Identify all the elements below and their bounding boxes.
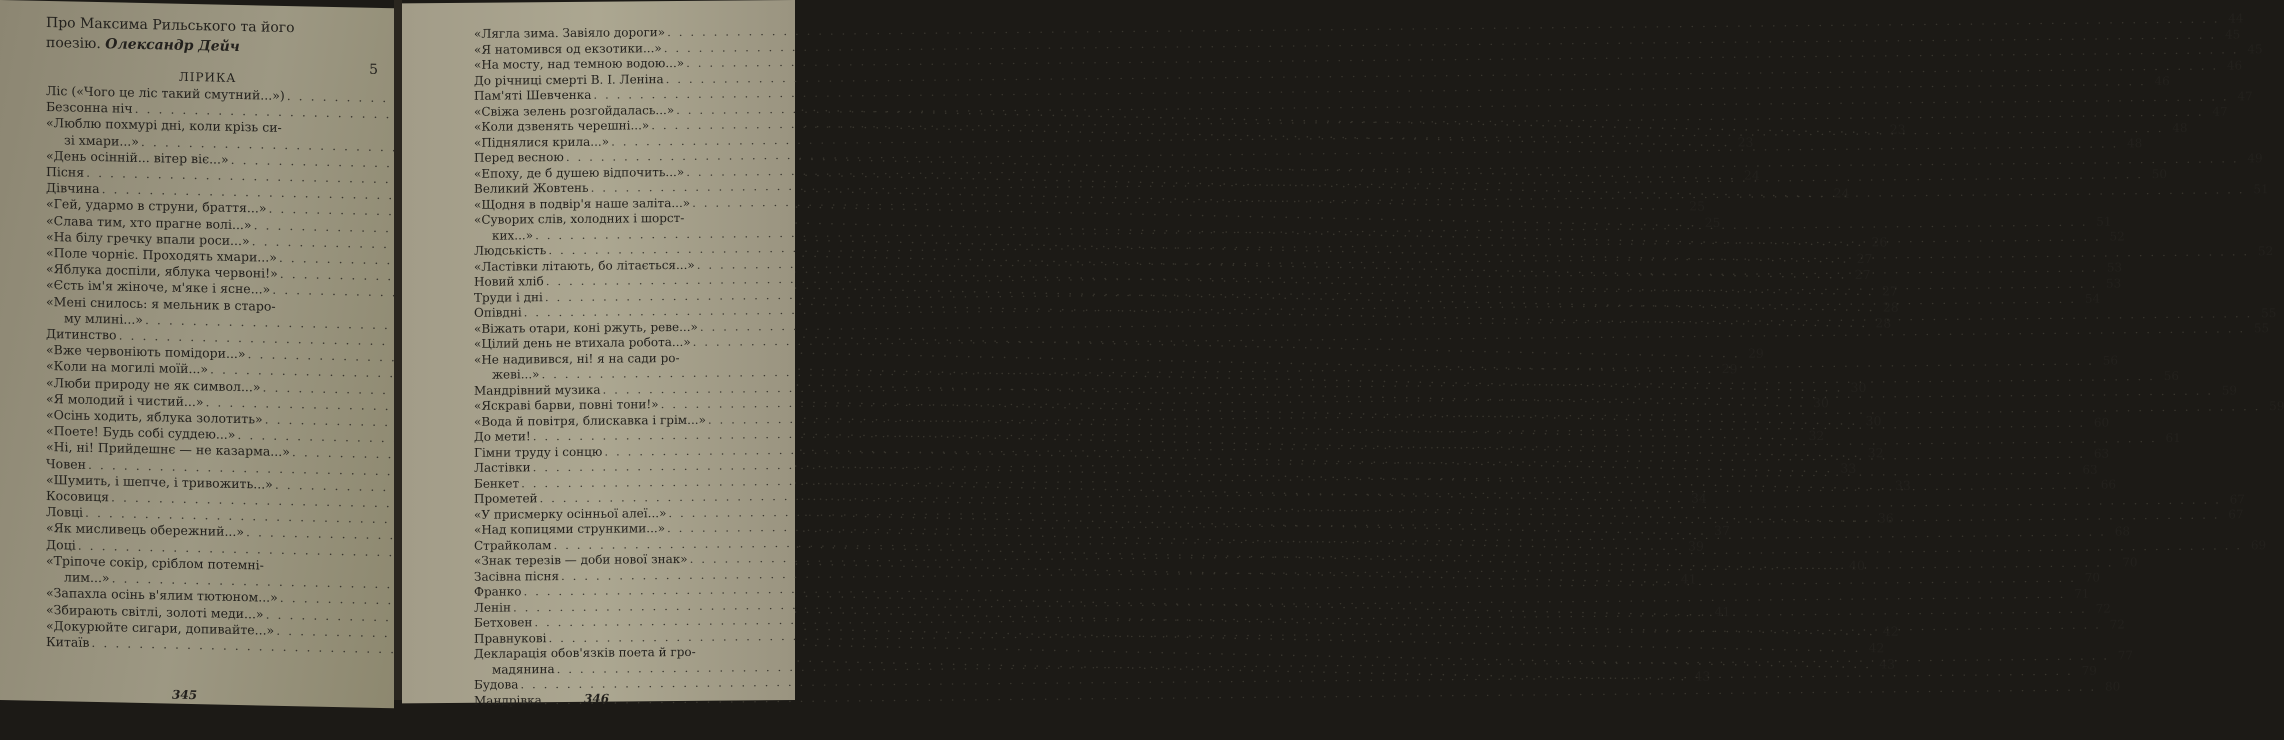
toc-entry-page: 45 [2247,42,2263,57]
toc-entry-title: ких...» [492,227,534,243]
toc-entry-title: «Яблука доспіли, яблука червоні!» [46,261,278,282]
toc-entry-page: 51 [2253,181,2269,196]
toc-entry-page: 67 [2228,507,2244,522]
toc-entry-page: 49 [2247,150,2263,165]
toc-entry-title: «Поле чорніє. Проходять хмари...» [46,244,277,265]
toc-entry-title: «Люблю похмурі дні, коли крізь си- [46,115,282,136]
toc-entry-title: «Суворих слів, холодних і шорст- [474,210,685,227]
toc-entry-page: 29 [1747,345,1764,361]
toc-entry-title: «Поете! Будь собі суддею...» [46,423,236,443]
toc-entry-title: «Над копицями стрункими...» [474,521,666,537]
toc-entry-title: Опівдні [474,305,522,320]
toc-entry-title: Дитинство [46,326,117,343]
toc-entry-page: 39 [1688,538,1704,554]
toc-entry-title: «Шумить, і шепче, і тривожить...» [46,471,273,492]
toc-entry-title: «У присмерку осінньої алеї...» [474,505,667,522]
toc-entry-title: Доці [46,536,76,553]
toc-entry-title: Мандрівний музика [474,382,601,398]
toc-entry-page: 50 [2151,167,2168,182]
toc-entry-title: Людськість [474,243,547,258]
toc-entry-page: 23 [1737,134,1754,150]
toc-entry-title: «Ні, ні! Прийдешнє — не казарма...» [46,439,290,460]
toc-entry-page: 60 [2093,415,2110,430]
toc-entry-title: Ловці [46,504,84,521]
toc-entry-title: «Вода й повітря, блискавка і грім...» [474,412,706,429]
toc-entry-page: 41 [1680,570,1697,587]
toc-entry-page: 40 [1849,558,1865,574]
toc-entry-page: 55 [2261,305,2277,320]
toc-entry-title: «Щодня в подвір'я наше заліта...» [474,195,691,212]
toc-entry-page: 55 [2253,321,2270,336]
toc-entry-page: 43 [1879,656,1896,672]
toc-entry-page: 56 [2102,353,2118,368]
toc-entry-page: 53 [2106,275,2122,291]
toc-entry-page: 28 [1875,315,1892,332]
toc-entry-page: 53 [2106,260,2123,275]
toc-entry-page: 43 [1694,668,1711,684]
toc-entry-page: 25 [1704,214,1721,231]
toc-entry-page: 45 [2224,26,2241,42]
toc-entry-page: 24 [1833,185,1850,201]
toc-entry-page: 32 [1867,445,1884,461]
toc-entry-title: «Мені снилось: я мельник в старо- [46,293,276,314]
intro-line-1: Про Максима Рильського та його [46,14,295,37]
toc-entry-title: «Тріпоче сокір, сріблом потемні- [46,552,264,573]
toc-entry-title: Китаїв [46,633,90,650]
toc-entry-title: «Як мисливець обережний...» [46,520,245,540]
toc-entry-page: 46 [2154,74,2170,89]
toc-entry-page: 42 [1882,623,1899,640]
toc-entry-page: 26 [1871,234,1888,250]
toc-entry-title: «Епоху, де б душею відпочить...» [474,164,685,181]
toc-entry-page: 72 [2109,616,2125,632]
toc-entry-page: 61 [2165,430,2181,445]
toc-entry-page: 68 [2114,523,2130,538]
toc-entry-title: «Лягла зима. Завіяло дороги» [474,25,666,41]
toc-entry-title: Безсонна ніч [46,99,133,116]
toc-entry-title: «Коли дзвенять черешні...» [474,118,650,134]
toc-entry-page: 59 [2221,383,2238,398]
toc-entry-page: 69 [2250,538,2267,553]
toc-entry-title: зі хмари...» [64,131,139,149]
toc-entry-page: 33 [1894,478,1911,494]
section-heading: ЛІРИКА [178,69,237,85]
toc-entry-title: Труди і дні [474,289,543,305]
toc-entry-title: Ленін [474,599,511,615]
toc-entry-title: «На мосту, над темною водою...» [474,55,685,72]
toc-entry-page: 32 [1808,427,1825,444]
toc-entry-page: 71 [2074,586,2090,601]
toc-entry-page: 30 [1865,412,1882,429]
intro-author: Олександр Дейч [105,36,240,56]
page-folio-left: 345 [172,687,198,703]
toc-entry-title: Пам'яті Шевченка [474,87,592,103]
toc-entry-title: Мандрівка [474,692,542,708]
toc-entry-title: Франко [474,584,522,599]
toc-entry-page: 37 [1714,522,1730,539]
toc-entry-title: «Слава тим, хто прагне волі...» [46,212,252,232]
toc-entry-title: жеві...» [492,367,540,382]
toc-entry-title: «День осінній... вітер віє...» [46,147,229,167]
toc-entry-page: 36 [1877,510,1894,526]
toc-entry-title: Новий хліб [474,274,544,289]
toc-entry-title: Перед весною [474,150,564,165]
toc-entry-title: До річниці смерті В. І. Леніна [474,71,664,88]
toc-entry-title: «Гей, удармо в струни, браття...» [46,196,267,217]
toc-entry-page: 30 [1813,395,1829,411]
toc-entry-page: 29 [1721,361,1738,377]
toc-entry-title: му млині...» [64,310,143,327]
toc-entry-title: Великий Жовтень [474,180,589,196]
toc-entry-page: 52 [2257,243,2274,258]
toc-entry-title: Будова [474,677,519,692]
toc-entry-page: 67 [2229,491,2245,506]
toc-entry-page: 66 [2100,477,2117,492]
toc-entry-page: 54 [2084,291,2101,306]
toc-entry-page: 25 [1689,198,1706,214]
toc-entry-page: 79 [2081,663,2097,678]
toc-entry-title: «Цілий день не втихала робота...» [474,334,691,351]
toc-entry-page: 47 [2237,88,2253,103]
toc-entry-title: До мети! [474,429,531,444]
toc-entry-page: 63 [2093,446,2110,461]
toc-entry-title: «Піднялися крила...» [474,134,610,150]
toc-entry-title: Бетховен [474,615,533,630]
toc-entry-page: 33 [1840,460,1857,477]
toc-entry-title: Прометей [474,491,538,506]
toc-entry-title: «Знак терезів — доби нової знак» [474,551,688,568]
toc-entry-title: Ліс («Чого це ліс такий смутний...») [46,82,285,103]
toc-entry-title: «Докурюйте сигари, допивайте...» [46,617,275,638]
toc-entry-title: Пісня [46,163,85,180]
toc-entry-page: 46 [2226,57,2243,73]
toc-entry-page: 56 [2163,368,2179,383]
toc-entry-title: «Єсть ім'я жіноче, м'яке і ясне...» [46,277,271,298]
toc-entry-page: 42 [1868,639,1885,655]
toc-entry-page: 24 [1743,167,1760,183]
toc-entry-title: «Ластівки літають, бо літається...» [474,257,695,274]
toc-entry-page: 27 [1854,266,1871,283]
toc-entry-title: «На білу гречку впали роси...» [46,228,250,249]
toc-entry-page: 70 [2122,554,2138,569]
toc-entry-page: 48 [2172,120,2188,135]
toc-entry-title: Ластівки [474,460,531,475]
toc-entry-page: 34 [1690,490,1707,506]
intro-line-2: поезію. [46,34,101,53]
toc-entry-page: 27 [1881,283,1898,299]
toc-entry-title: лим...» [64,569,110,586]
toc-entry-page: 52 [2109,229,2125,244]
toc-entry-title: Правнукові [474,630,547,646]
toc-entry-title: «Віжать отари, коні ржуть, реве...» [474,319,698,336]
toc-entry-title: Бенкет [474,475,520,491]
toc-entry-page: 27 [1856,250,1873,266]
toc-entry-title: «Вже червоніють помідори...» [46,342,246,362]
book-gutter [394,0,402,700]
toc-entry-page: 47 [2212,104,2228,119]
toc-entry-title: Косовиця [46,488,110,505]
toc-entry-title: Страйколам [474,537,552,553]
toc-entry-page: 63 [2082,462,2098,477]
toc-entry-title: мадянина [492,661,555,677]
page-folio-right: 346 [584,691,610,706]
toc-entry-title: «Яскраві барви, повні тони!» [474,397,659,413]
toc-entry-page: 44 [2228,11,2244,26]
toc-entry-title: «Запахла осінь в'ялим тютюном...» [46,585,278,606]
toc-entry-title: Дівчина [46,180,100,197]
toc-entry-title: «Я молодий і чистий...» [46,390,204,410]
toc-entry-page: 41 [1714,604,1731,620]
toc-entry-title: Гімни труду і сонцю [474,444,603,460]
toc-entry-page: 23 [1889,121,1906,137]
toc-entry-title: «Свіжа зелень розгойдалась...» [474,102,675,119]
toc-entry-page: 28 [1882,299,1899,316]
intro-page-number: 5 [369,61,378,78]
toc-entry-title: Човен [46,455,86,472]
toc-entry-page: 70 [2084,570,2100,585]
toc-entry-page: 72 [2095,601,2111,616]
toc-entry-page: 51 [2096,214,2112,229]
toc-entry-title: «Люби природу не як символ...» [46,374,261,395]
toc-entry-page: 80 [2104,678,2121,694]
toc-entry-title: «Збирають світлі, золоті меди...» [46,601,264,622]
toc-entry-title: Декларація обов'язків поета й гро- [474,644,696,661]
toc-entry-title: «Я натомився од екзотики...» [474,40,662,57]
toc-entry-page: 30 [1850,380,1867,396]
toc-entry-page: 59 [2269,398,2284,413]
toc-entry-page: 77 [2117,647,2134,662]
toc-entry-title: «Не надивився, ні! я на сади ро- [474,350,680,367]
toc-entry-page: 48 [2127,136,2143,151]
toc-entry-title: «Осінь ходить, яблука золотить» [46,407,263,427]
toc-entry-title: «Коли на могилі моїй...» [46,358,209,377]
toc-entry-title: Засівна пісня [474,568,560,584]
